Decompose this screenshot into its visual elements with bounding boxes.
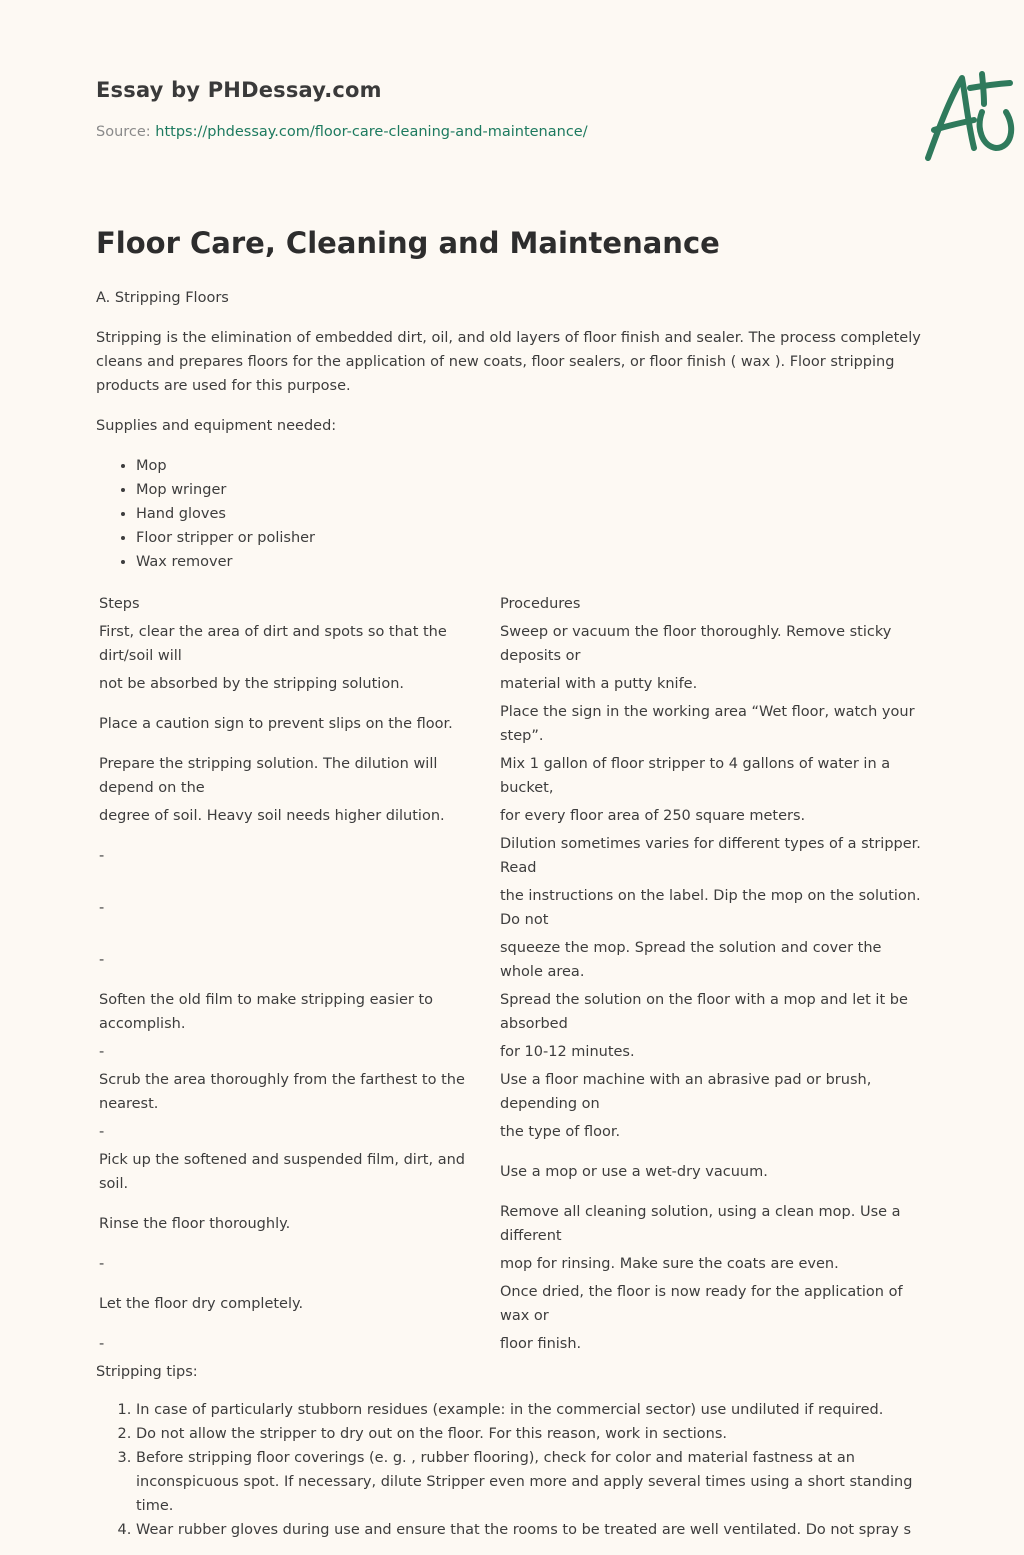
section-heading: A. Stripping Floors <box>96 290 229 306</box>
procedure-cell: floor finish. <box>500 1336 582 1352</box>
list-item: • Floor stripper or polisher <box>136 526 926 550</box>
procedure-cell: for every floor area of 250 square meters. <box>500 808 806 824</box>
procedure-cell: mop for rinsing. Make sure the coats are even. <box>500 1256 839 1272</box>
table-row <box>96 750 926 802</box>
source-link[interactable]: https://phdessay.com/floor-care-cleaning-and-maintenance/ <box>155 124 588 140</box>
list-item: 1. In case of particularly stubborn residues (example: in the commercial sector) use undiluted if required. <box>136 1398 926 1422</box>
table-row <box>96 1330 926 1358</box>
procedure-cell: Use a mop or use a wet-dry vacuum. <box>500 1164 768 1180</box>
table-row <box>96 1278 926 1330</box>
source-line <box>96 124 588 140</box>
table-row <box>96 618 926 670</box>
table-row <box>96 1066 926 1118</box>
step-cell: - <box>99 848 105 864</box>
step-cell: Place a caution sign to prevent slips on the floor. <box>99 716 453 732</box>
step-cell: Rinse the floor thoroughly. <box>99 1216 291 1232</box>
essay-title: Floor Care, Cleaning and Maintenance <box>96 226 720 260</box>
procedure-cell: Place the sign in the working area “Wet floor, watch your step”. <box>500 704 915 744</box>
steps-table <box>96 590 926 1358</box>
step-cell: - <box>99 1256 105 1272</box>
a-plus-logo-icon <box>916 66 1024 166</box>
table-row <box>96 934 926 986</box>
table-row <box>96 986 926 1038</box>
step-cell: - <box>99 900 105 916</box>
tips-list <box>96 1398 926 1542</box>
procedure-cell: squeeze the mop. Spread the solution and cover the whole area. <box>500 940 882 980</box>
table-row <box>96 698 926 750</box>
tips-label: Stripping tips: <box>96 1364 198 1380</box>
table-row <box>96 670 926 698</box>
table-row <box>96 1146 926 1198</box>
procedure-cell: the type of floor. <box>500 1124 621 1140</box>
procedure-cell: Sweep or vacuum the floor thoroughly. Remove sticky deposits or <box>500 624 892 664</box>
list-item: • Wax remover <box>136 550 926 574</box>
table-row <box>96 1038 926 1066</box>
step-cell: Prepare the stripping solution. The dilution will depend on the <box>99 756 438 796</box>
table-row <box>96 1118 926 1146</box>
procedure-cell: for 10-12 minutes. <box>500 1044 635 1060</box>
table-header-row <box>96 590 926 618</box>
list-item: 2. Do not allow the stripper to dry out on the floor. For this reason, work in sections. <box>136 1422 926 1446</box>
procedure-cell: Dilution sometimes varies for different types of a stripper. Read <box>500 836 921 876</box>
step-cell: Let the floor dry completely. <box>99 1296 304 1312</box>
step-cell: not be absorbed by the stripping solution. <box>99 676 405 692</box>
step-cell: First, clear the area of dirt and spots so that the dirt/soil will <box>99 624 447 664</box>
list-item: 4. Wear rubber gloves during use and ensure that the rooms to be treated are well ventilated. Do not spray s <box>136 1518 926 1542</box>
intro-paragraph: Stripping is the elimination of embedded dirt, oil, and old layers of floor finish and sealer. The process completely cleans and prepares floors for the application of new coats, floor sealers, or floor finish ( wax ). Floor stripping products are used for this purpose. <box>96 330 921 394</box>
list-item: • Hand gloves <box>136 502 926 526</box>
column-header-steps: Steps <box>99 596 140 612</box>
step-cell: Soften the old film to make stripping easier to accomplish. <box>99 992 434 1032</box>
supplies-label: Supplies and equipment needed: <box>96 418 337 434</box>
procedure-cell: the instructions on the label. Dip the mop on the solution. Do not <box>500 888 921 928</box>
list-item: 3. Before stripping floor coverings (e. g. , rubber flooring), check for color and material fastness at an inconspicuous spot. If necessary, dilute Stripper even more and apply several times using a short standing time. <box>136 1446 926 1518</box>
procedure-cell: Once dried, the floor is now ready for the application of wax or <box>500 1284 903 1324</box>
procedure-cell: Use a floor machine with an abrasive pad or brush, depending on <box>500 1072 872 1112</box>
column-header-procedures: Procedures <box>500 596 581 612</box>
list-item: • Mop wringer <box>136 478 926 502</box>
step-cell: - <box>99 952 105 968</box>
step-cell: degree of soil. Heavy soil needs higher dilution. <box>99 808 445 824</box>
table-row <box>96 1250 926 1278</box>
procedure-cell: Mix 1 gallon of floor stripper to 4 gallons of water in a bucket, <box>500 756 891 796</box>
table-row <box>96 1198 926 1250</box>
step-cell: Pick up the softened and suspended film, dirt, and soil. <box>99 1152 465 1192</box>
step-cell: - <box>99 1044 105 1060</box>
table-row <box>96 802 926 830</box>
step-cell: - <box>99 1124 105 1140</box>
essay-body <box>96 286 926 1542</box>
site-brand: Essay by PHDessay.com <box>96 78 382 102</box>
step-cell: Scrub the area thoroughly from the farthest to the nearest. <box>99 1072 465 1112</box>
list-item: • Mop <box>136 454 926 478</box>
source-label: Source: <box>96 124 151 140</box>
table-row <box>96 830 926 882</box>
step-cell: - <box>99 1336 105 1352</box>
supplies-list <box>96 454 926 574</box>
procedure-cell: Spread the solution on the floor with a mop and let it be absorbed <box>500 992 908 1032</box>
table-row <box>96 882 926 934</box>
procedure-cell: material with a putty knife. <box>500 676 698 692</box>
procedure-cell: Remove all cleaning solution, using a clean mop. Use a different <box>500 1204 901 1244</box>
